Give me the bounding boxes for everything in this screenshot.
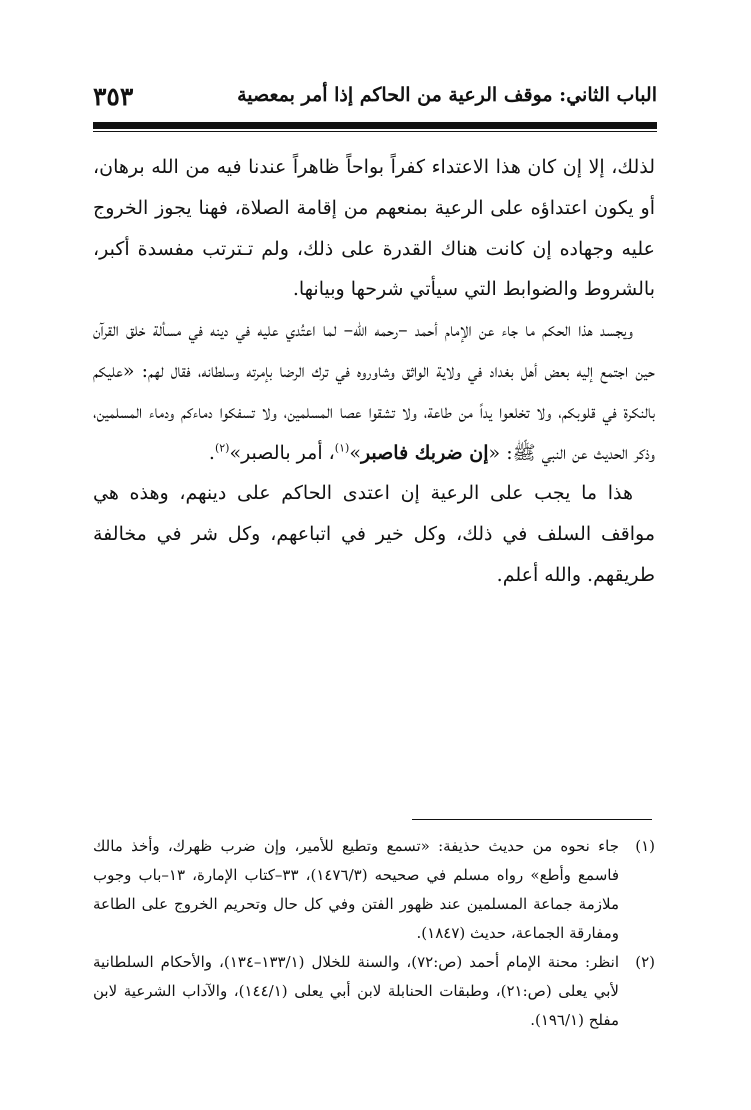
quote-close: » bbox=[349, 441, 361, 464]
page-number: ٣٥٣ bbox=[93, 82, 134, 111]
footnotes bbox=[93, 832, 655, 1035]
footnote-ref-2[interactable]: (٢) bbox=[214, 441, 230, 455]
running-header bbox=[93, 80, 657, 120]
footnote-number: (١) bbox=[635, 837, 655, 855]
header-rule-thick bbox=[93, 122, 657, 129]
paragraph-2-end: . bbox=[208, 441, 215, 464]
footnote-number: (٢) bbox=[635, 953, 655, 971]
chapter-title: الباب الثاني: موقف الرعية من الحاكم إذا أمر بمعصية bbox=[237, 84, 657, 106]
header-rule-thin bbox=[93, 131, 657, 132]
hadith-quote: إن ضربك فاصبر bbox=[360, 441, 489, 464]
paragraph-1: لذلك، إلا إن كان هذا الاعتداء كفراً بواحاً ظاهراً عندنا فيه من الله برهان، أو يكون اعتداؤه على الرعية بمنعهم من إقامة الصلاة، فهنا يجوز الخروج عليه وجهاده إن كانت هناك القدرة على ذلك، ولم تـترتب مفسدة أكبر، بالشروط والضوابط التي سيأتي شرحها وبيانها. bbox=[93, 156, 655, 301]
paragraph-3: هذا ما يجب على الرعية إن اعتدى الحاكم على دينهم، وهذه هي مواقف السلف في ذلك، وكل خير في اتباعهم، وكل شر في مخالفة طريقهم. والله أعلم. bbox=[93, 482, 655, 586]
paragraph-2 bbox=[93, 310, 655, 473]
footnote-2 bbox=[93, 948, 655, 1035]
main-text bbox=[93, 147, 655, 596]
footnote-1 bbox=[93, 832, 655, 948]
footnote-text: جاء نحوه من حديث حذيفة: «تسمع وتطيع للأمير، وإن ضرب ظهرك، وأخذ مالك فاسمع وأطع» رواه مسلم في صحيحه (١٤٧٦/٣)، ٣٣–كتاب الإمارة، ١٣–باب وجوب ملازمة جماعة المسلمين عند ظهور الفتن وفي كل حال وتحريم الخروج على الطاعة ومفارقة الجماعة، حديث (١٨٤٧). bbox=[93, 837, 619, 942]
paragraph-2-text: ويجسد هذا الحكم ما جاء عن الإمام أحمد –رحمه الله– لما اعتُدي عليه في دينه في مسألة خلق القرآن حين اجتمع إليه بعض أهل بغداد في ولاية الواثق وشاوروه في ترك الرضا بإمرته وسلطانه، فقال لهم: «عليكم بالنكرة في قلوبكم، ولا تخلعوا يداً من طاعة، ولا تشقوا عصا المسلمين، ولا تسفكوا دماءكم ودماء المسلمين، وذكر الحديث عن النبي ﷺ: « bbox=[93, 319, 655, 464]
paragraph-2-mid: ، أمر بالصبر» bbox=[229, 441, 335, 464]
footnote-text: انظر: محنة الإمام أحمد (ص:٧٢)، والسنة للخلال (١٣٣/١–١٣٤)، والأحكام السلطانية لأبي يعلى (ص:٢١)، وطبقات الحنابلة لابن أبي يعلى (١٤٤/١)، والآداب الشرعية لابن مفلح (١٩٦/١). bbox=[93, 953, 619, 1029]
footnote-ref-1[interactable]: (١) bbox=[334, 441, 350, 455]
footnote-separator bbox=[412, 819, 652, 820]
